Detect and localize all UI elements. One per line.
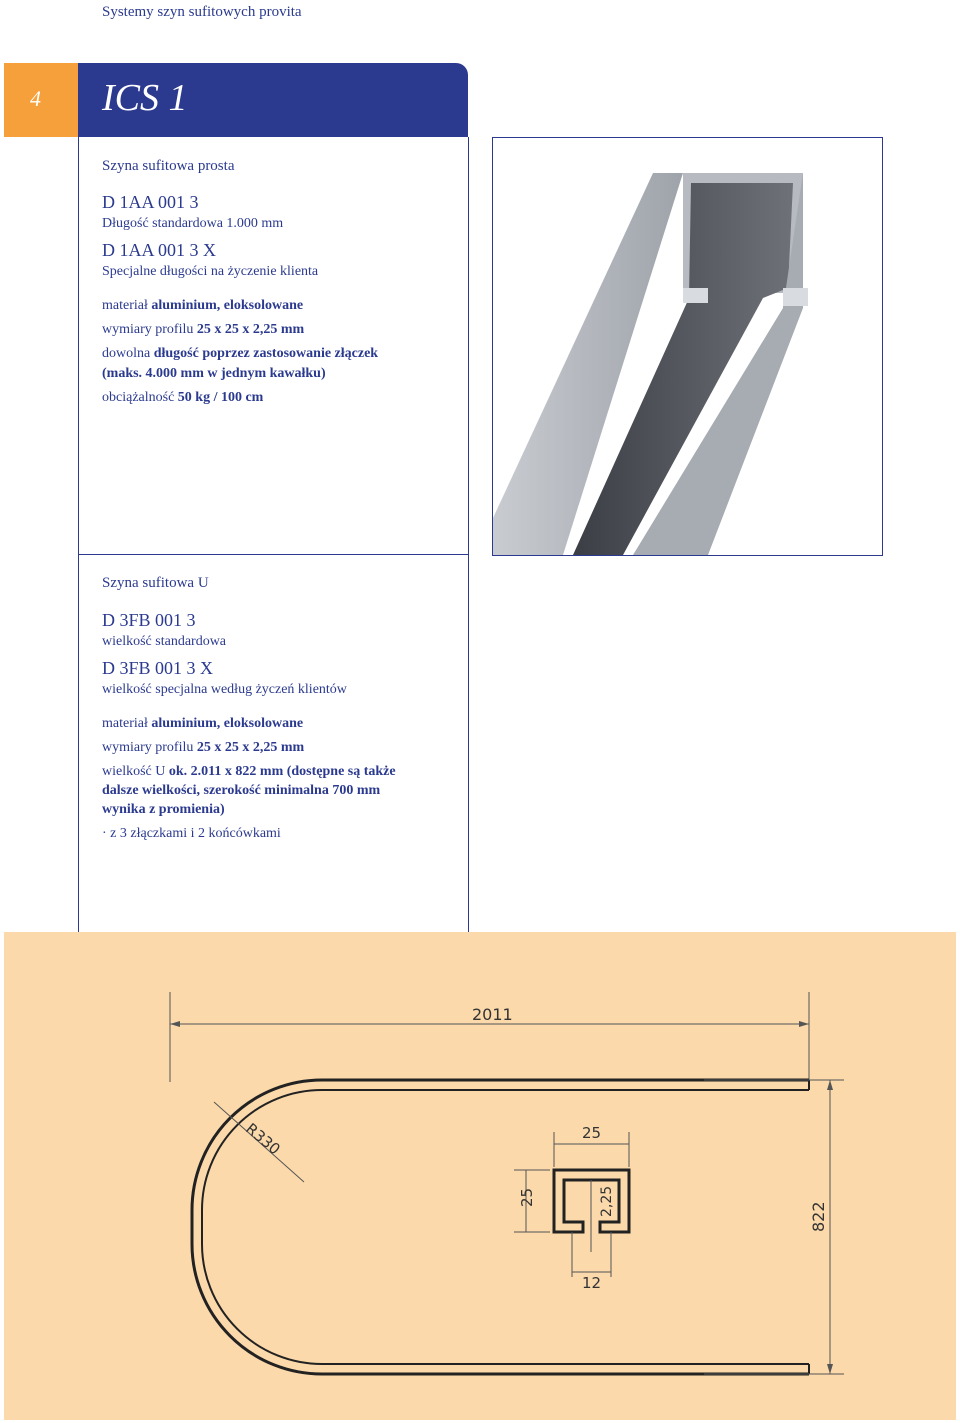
page-title: ICS 1	[102, 77, 188, 119]
profile-width: 25	[582, 1124, 602, 1142]
load-value: 50 kg / 100 cm	[177, 390, 264, 405]
product-photo	[492, 137, 883, 556]
length-value: długość poprzez zastosowanie złączek	[153, 346, 379, 361]
profile-cross-section	[514, 1124, 629, 1292]
section2-code1-desc: wielkość standardowa	[102, 634, 227, 649]
load-label: obciążalność	[102, 390, 175, 405]
page-number-tab	[4, 63, 78, 137]
section1-code1: D 1AA 001 3	[102, 192, 199, 212]
dims-value: 25 x 25 x 2,25 mm	[196, 322, 305, 337]
material-value: aluminium, eloksolowane	[151, 716, 304, 731]
section1-material	[102, 296, 303, 316]
radius-label: R330	[242, 1119, 284, 1159]
section1-dims	[102, 320, 304, 340]
section2-material	[102, 714, 303, 734]
wall-thickness: 2,25	[599, 1185, 615, 1217]
page-number: 4	[30, 86, 41, 111]
section2-heading: Szyna sufitowa U	[102, 575, 209, 591]
section2-code2-desc: wielkość specjalna według życzeń klientów	[102, 682, 347, 697]
profile-opening: 12	[582, 1274, 602, 1292]
profile-height: 25	[518, 1187, 536, 1207]
material-label: materiał	[102, 298, 148, 313]
section1-heading: Szyna sufitowa prosta	[102, 158, 235, 174]
size-label: wielkość U	[102, 764, 166, 779]
u-rail-drawing	[4, 932, 956, 1420]
section1-code2: D 1AA 001 3 X	[102, 240, 217, 260]
dims-label: wymiary profilu	[102, 740, 194, 755]
section2-size-note2: wynika z promienia)	[102, 802, 225, 817]
dimension-height: 822	[809, 1201, 828, 1232]
page-header: Systemy szyn sufitowych provita	[102, 4, 302, 20]
section2-size-note1: dalsze wielkości, szerokość minimalna 700 mm	[102, 783, 381, 798]
rail-profile-image	[493, 138, 882, 555]
section1-code1-desc: Długość standardowa 1.000 mm	[102, 216, 284, 231]
length-label: dowolna	[102, 346, 151, 361]
section2-size	[102, 762, 396, 782]
section2-code1: D 3FB 001 3	[102, 610, 196, 630]
material-label: materiał	[102, 716, 148, 731]
material-value: aluminium, eloksolowane	[151, 298, 304, 313]
section1-length-note: (maks. 4.000 mm w jednym kawałku)	[102, 366, 326, 381]
section1-load	[102, 388, 263, 408]
dims-value: 25 x 25 x 2,25 mm	[196, 740, 305, 755]
section2-dims	[102, 738, 304, 758]
dimension-width: 2011	[472, 1005, 513, 1024]
dims-label: wymiary profilu	[102, 322, 194, 337]
size-value: ok. 2.011 x 822 mm (dostępne są także	[168, 764, 396, 779]
section1-length	[102, 344, 378, 364]
section2-accessory: · z 3 złączkami i 2 końcówkami	[102, 826, 281, 841]
section2-code2: D 3FB 001 3 X	[102, 658, 214, 678]
section1-code2-desc: Specjalne długości na życzenie klienta	[102, 264, 319, 279]
